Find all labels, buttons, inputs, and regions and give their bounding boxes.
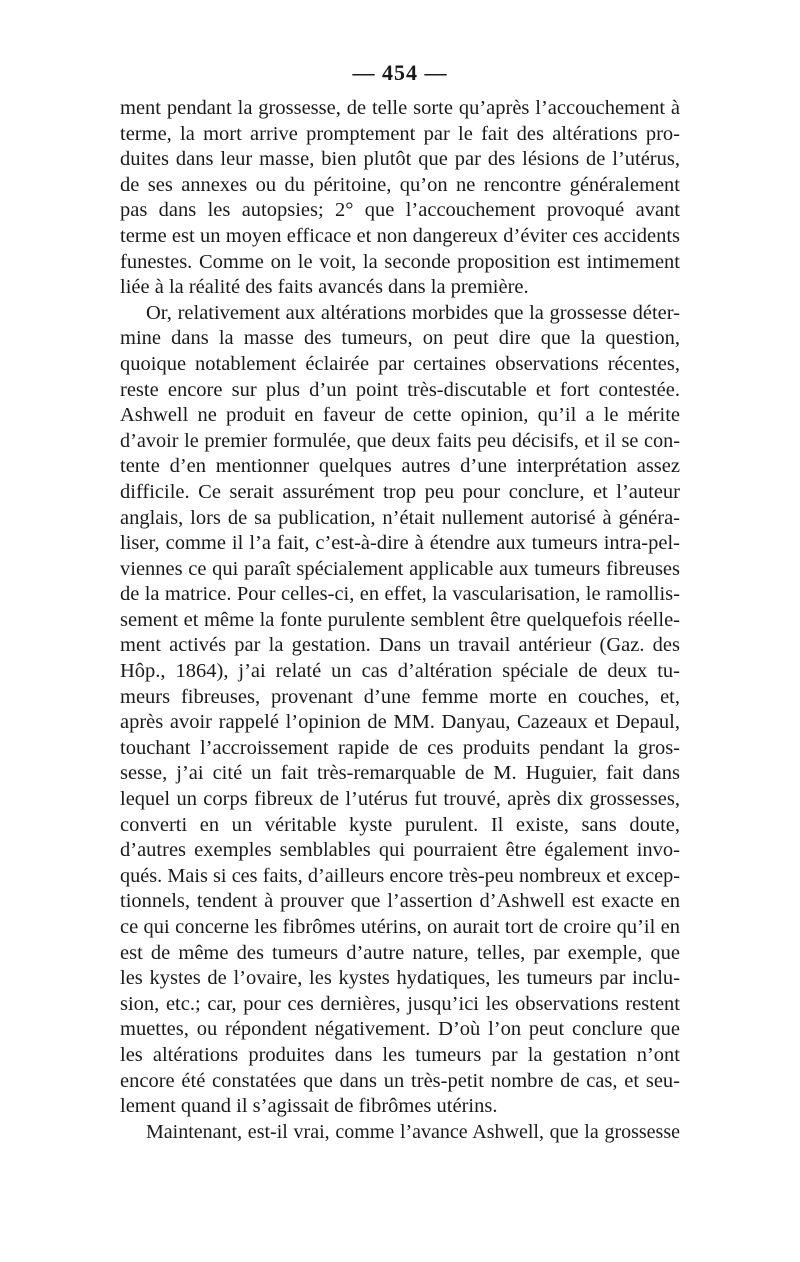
text-line: terme est un moyen efficace et non dangereux d’éviter ces accidents [120, 224, 680, 247]
text-line: touchant l’accroissement rapide de ces produits pendant la gros- [120, 736, 680, 759]
text-line: anglais, lors de sa publication, n’était nullement autorisé à généra- [120, 506, 680, 529]
text-line: lequel un corps fibreux de l’utérus fut trouvé, après dix grossesses, [120, 788, 680, 811]
text-line: ce qui concerne les fibrômes utérins, on aurait tort de croire qu’il en [120, 916, 680, 938]
text-line: liée à la réalité des faits avancés dans la première. [120, 276, 529, 299]
text-line: les altérations produites dans les tumeurs par la gestation n’ont [120, 1043, 680, 1066]
text-line: après avoir rappelé l’opinion de MM. Danyau, Cazeaux et Depaul, [120, 711, 680, 734]
text-line: tionnels, tendent à prouver que l’assertion d’Ashwell est exacte en [120, 890, 680, 913]
text-line: Ashwell ne produit en faveur de cette opinion, qu’il a le mérite [120, 404, 680, 427]
text-line: qués. Mais si ces faits, d’ailleurs encore très-peu nombreux et excep- [120, 864, 680, 887]
text-line: quoique notablement éclairée par certaines observations récentes, [120, 352, 680, 375]
text-line: duites dans leur masse, bien plutôt que par des lésions de l’utérus, [120, 148, 680, 171]
text-line: funestes. Comme on le voit, la seconde proposition est intimement [120, 250, 680, 273]
text-line: ment pendant la grossesse, de telle sorte qu’après l’accouchement à [120, 97, 680, 119]
text-line: pas dans les autopsies; 2° que l’accouchement provoqué avant [120, 199, 680, 222]
text-line: les kystes de l’ovaire, les kystes hydatiques, les tumeurs par inclu- [120, 967, 680, 990]
text-line: sement et même la fonte purulente semblent être quelquefois réelle- [120, 608, 680, 631]
text-line: tente d’en mentionner quelques autres d’une interprétation assez [120, 455, 680, 478]
text-line: d’autres exemples semblables qui pourraient être également invo- [120, 839, 680, 862]
text-line: lement quand il s’agissait de fibrômes utérins. [120, 1095, 498, 1118]
text-line: muettes, ou répondent négativement. D’où l’on peut conclure que [120, 1018, 680, 1041]
text-line: liser, comme il l’a fait, c’est-à-dire à étendre aux tumeurs intra-pel- [120, 532, 680, 555]
text-line: mine dans la masse des tumeurs, on peut dire que la question, [120, 327, 680, 350]
body-text [120, 96, 680, 1145]
text-line: sion, etc.; car, pour ces dernières, jusqu’ici les observations restent [120, 992, 680, 1015]
text-line: est de même des tumeurs d’autre nature, telles, par exemple, que [120, 941, 680, 964]
text-line: Maintenant, est-il vrai, comme l’avance Ashwell, que la grossesse [146, 1120, 680, 1143]
text-line: terme, la mort arrive promptement par le fait des altérations pro- [120, 122, 680, 145]
text-line: difficile. Ce serait assurément trop peu pour conclure, et l’auteur [120, 480, 680, 503]
text-line: ment activés par la gestation. Dans un travail antérieur (Gaz. des [120, 634, 680, 657]
text-line: sesse, j’ai cité un fait très-remarquable de M. Huguier, fait dans [120, 762, 680, 785]
text-line: Hôp., 1864), j’ai relaté un cas d’altération spéciale de deux tu- [120, 660, 680, 683]
text-line: encore été constatées que dans un très-petit nombre de cas, et seu- [120, 1069, 680, 1092]
text-line: de la matrice. Pour celles-ci, en effet, la vascularisation, le ramollis- [120, 583, 680, 606]
text-line: viennes ce qui paraît spécialement applicable aux tumeurs fibreuses [120, 557, 680, 580]
text-line: meurs fibreuses, provenant d’une femme morte en couches, et, [120, 685, 680, 708]
text-line: converti en un véritable kyste purulent. Il existe, sans doute, [120, 813, 680, 836]
text-line: reste encore sur plus d’un point très-discutable et fort contestée. [120, 378, 680, 401]
page-number: — 454 — [352, 60, 448, 85]
text-line: d’avoir le premier formulée, que deux faits peu décisifs, et il se con- [120, 429, 680, 452]
text-line: Or, relativement aux altérations morbides que la grossesse déter- [146, 301, 680, 324]
text-line: de ses annexes ou du péritoine, qu’on ne rencontre généralement [120, 173, 680, 196]
